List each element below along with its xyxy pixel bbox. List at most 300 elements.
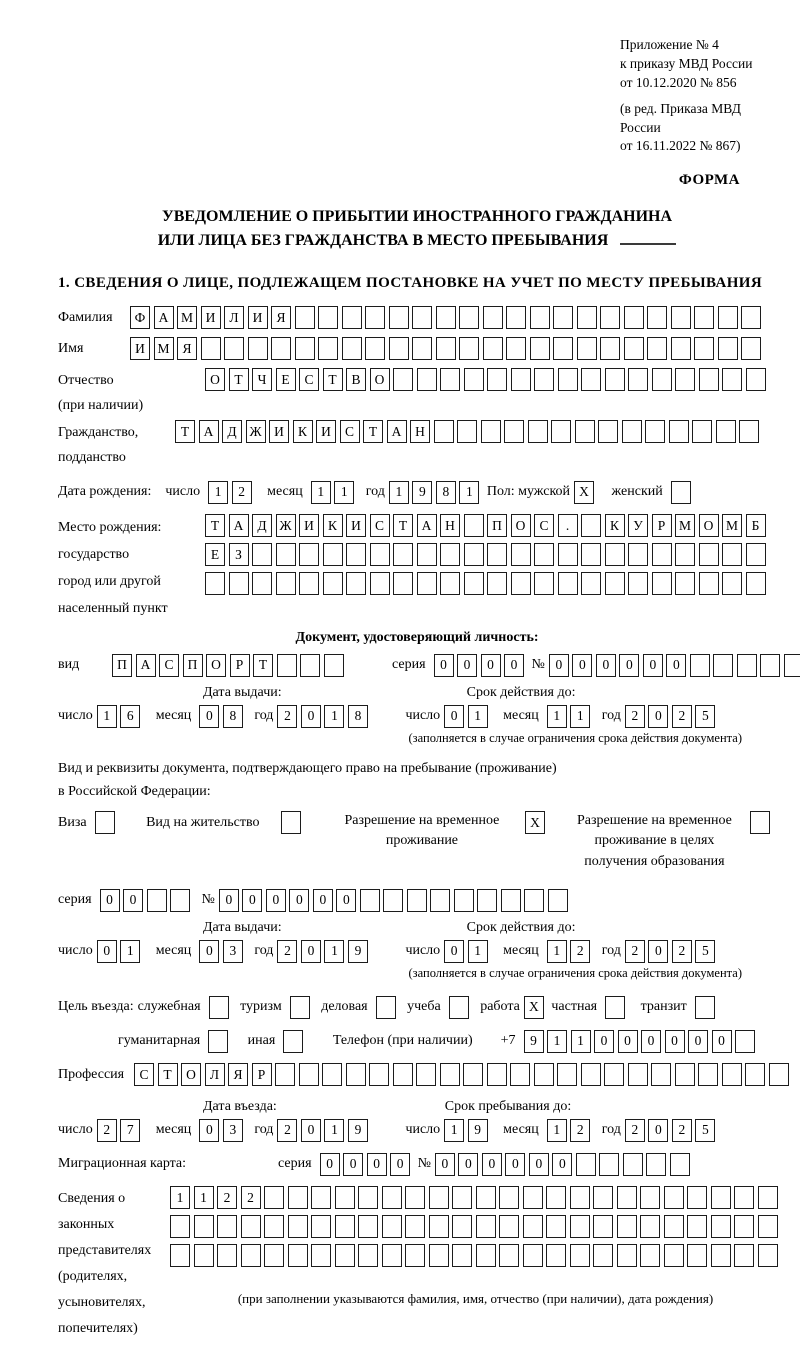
form-cell[interactable] — [746, 572, 766, 595]
form-cell[interactable] — [640, 1186, 660, 1209]
form-cell[interactable]: 2 — [672, 705, 692, 728]
form-cell[interactable] — [640, 1215, 660, 1238]
form-cell[interactable] — [487, 572, 507, 595]
form-cell[interactable]: 0 — [572, 654, 592, 677]
form-cell[interactable] — [593, 1215, 613, 1238]
form-cell[interactable]: 0 — [301, 1119, 321, 1142]
form-cell[interactable] — [358, 1215, 378, 1238]
form-cell[interactable]: 1 — [444, 1119, 464, 1142]
form-cell[interactable] — [311, 1244, 331, 1267]
form-cell[interactable] — [311, 1186, 331, 1209]
form-cell[interactable] — [558, 572, 578, 595]
form-cell[interactable] — [194, 1244, 214, 1267]
form-cell[interactable] — [758, 1186, 778, 1209]
form-cell[interactable]: 3 — [223, 1119, 243, 1142]
form-cell[interactable]: 1 — [311, 481, 331, 504]
form-cell[interactable] — [687, 1215, 707, 1238]
form-cell[interactable]: Ж — [246, 420, 266, 443]
form-cell[interactable]: К — [605, 514, 625, 537]
form-cell[interactable]: М — [154, 337, 174, 360]
form-cell[interactable] — [346, 1063, 366, 1086]
form-cell[interactable] — [548, 889, 568, 912]
form-cell[interactable]: 0 — [219, 889, 239, 912]
form-cell[interactable]: 1 — [459, 481, 479, 504]
form-cell[interactable]: 2 — [277, 1119, 297, 1142]
form-cell[interactable]: 0 — [444, 705, 464, 728]
form-cell[interactable]: Я — [228, 1063, 248, 1086]
form-cell[interactable]: 1 — [547, 1119, 567, 1142]
form-cell[interactable] — [581, 1063, 601, 1086]
form-cell[interactable] — [510, 1063, 530, 1086]
form-cell[interactable] — [417, 368, 437, 391]
form-cell[interactable]: X — [524, 996, 544, 1019]
form-cell[interactable] — [440, 1063, 460, 1086]
form-cell[interactable] — [551, 420, 571, 443]
form-cell[interactable]: X — [574, 481, 594, 504]
form-cell[interactable] — [652, 543, 672, 566]
form-cell[interactable] — [224, 337, 244, 360]
form-cell[interactable]: А — [229, 514, 249, 537]
form-cell[interactable]: 1 — [389, 481, 409, 504]
form-cell[interactable]: О — [699, 514, 719, 537]
form-cell[interactable] — [299, 572, 319, 595]
form-cell[interactable]: Т — [253, 654, 273, 677]
form-cell[interactable] — [581, 368, 601, 391]
form-cell[interactable] — [217, 1244, 237, 1267]
form-cell[interactable]: 1 — [208, 481, 228, 504]
form-cell[interactable]: 7 — [120, 1119, 140, 1142]
form-cell[interactable] — [534, 1063, 554, 1086]
form-cell[interactable] — [487, 1063, 507, 1086]
form-cell[interactable] — [440, 572, 460, 595]
form-cell[interactable] — [459, 337, 479, 360]
form-cell[interactable] — [722, 543, 742, 566]
form-cell[interactable] — [534, 368, 554, 391]
form-cell[interactable] — [711, 1244, 731, 1267]
form-cell[interactable]: О — [370, 368, 390, 391]
form-cell[interactable] — [276, 572, 296, 595]
form-cell[interactable] — [581, 514, 601, 537]
form-cell[interactable]: У — [628, 514, 648, 537]
form-cell[interactable]: 6 — [120, 705, 140, 728]
form-cell[interactable] — [208, 1030, 228, 1053]
form-cell[interactable] — [628, 368, 648, 391]
form-cell[interactable]: Н — [410, 420, 430, 443]
form-cell[interactable] — [690, 654, 710, 677]
form-cell[interactable] — [481, 420, 501, 443]
form-cell[interactable] — [511, 572, 531, 595]
form-cell[interactable]: 0 — [123, 889, 143, 912]
form-cell[interactable]: 5 — [695, 1119, 715, 1142]
form-cell[interactable] — [276, 543, 296, 566]
form-cell[interactable] — [523, 1215, 543, 1238]
form-cell[interactable]: 0 — [266, 889, 286, 912]
form-cell[interactable] — [295, 306, 315, 329]
form-cell[interactable]: 5 — [695, 705, 715, 728]
form-cell[interactable] — [436, 337, 456, 360]
form-cell[interactable] — [718, 337, 738, 360]
form-cell[interactable]: А — [417, 514, 437, 537]
form-cell[interactable] — [758, 1244, 778, 1267]
form-cell[interactable]: Я — [271, 306, 291, 329]
form-cell[interactable]: 2 — [217, 1186, 237, 1209]
form-cell[interactable] — [506, 337, 526, 360]
form-cell[interactable]: 0 — [665, 1030, 685, 1053]
form-cell[interactable] — [504, 420, 524, 443]
form-cell[interactable] — [599, 1153, 619, 1176]
form-cell[interactable] — [476, 1186, 496, 1209]
form-cell[interactable] — [581, 572, 601, 595]
form-cell[interactable] — [651, 1063, 671, 1086]
form-cell[interactable] — [318, 337, 338, 360]
form-cell[interactable] — [436, 306, 456, 329]
form-cell[interactable]: Т — [323, 368, 343, 391]
form-cell[interactable] — [570, 1244, 590, 1267]
form-cell[interactable]: Е — [205, 543, 225, 566]
form-cell[interactable] — [575, 420, 595, 443]
form-cell[interactable] — [241, 1244, 261, 1267]
form-cell[interactable]: М — [722, 514, 742, 537]
form-cell[interactable]: С — [299, 368, 319, 391]
form-cell[interactable] — [617, 1215, 637, 1238]
form-cell[interactable] — [271, 337, 291, 360]
form-cell[interactable] — [464, 543, 484, 566]
form-cell[interactable]: 0 — [619, 654, 639, 677]
form-cell[interactable] — [311, 1215, 331, 1238]
form-cell[interactable]: И — [299, 514, 319, 537]
form-cell[interactable] — [746, 368, 766, 391]
form-cell[interactable] — [546, 1244, 566, 1267]
form-cell[interactable]: З — [229, 543, 249, 566]
form-cell[interactable] — [698, 1063, 718, 1086]
form-cell[interactable]: И — [269, 420, 289, 443]
form-cell[interactable] — [281, 811, 301, 834]
form-cell[interactable] — [209, 996, 229, 1019]
form-cell[interactable] — [605, 368, 625, 391]
form-cell[interactable]: Т — [205, 514, 225, 537]
form-cell[interactable] — [745, 1063, 765, 1086]
form-cell[interactable] — [299, 1063, 319, 1086]
form-cell[interactable]: 0 — [390, 1153, 410, 1176]
form-cell[interactable] — [617, 1186, 637, 1209]
form-cell[interactable] — [323, 543, 343, 566]
form-cell[interactable] — [741, 337, 761, 360]
form-cell[interactable] — [449, 996, 469, 1019]
form-cell[interactable] — [429, 1186, 449, 1209]
form-cell[interactable]: В — [346, 368, 366, 391]
form-cell[interactable]: Р — [230, 654, 250, 677]
form-cell[interactable] — [645, 420, 665, 443]
form-cell[interactable] — [577, 337, 597, 360]
form-cell[interactable] — [288, 1186, 308, 1209]
form-cell[interactable] — [464, 368, 484, 391]
form-cell[interactable]: Р — [652, 514, 672, 537]
form-cell[interactable]: 2 — [277, 940, 297, 963]
form-cell[interactable]: . — [558, 514, 578, 537]
form-cell[interactable]: 1 — [170, 1186, 190, 1209]
form-cell[interactable] — [459, 306, 479, 329]
form-cell[interactable] — [628, 543, 648, 566]
form-cell[interactable] — [664, 1215, 684, 1238]
form-cell[interactable]: 1 — [571, 1030, 591, 1053]
form-cell[interactable] — [346, 543, 366, 566]
form-cell[interactable] — [170, 1244, 190, 1267]
form-cell[interactable]: 0 — [643, 654, 663, 677]
form-cell[interactable]: 0 — [482, 1153, 502, 1176]
form-cell[interactable] — [553, 306, 573, 329]
form-cell[interactable] — [299, 543, 319, 566]
form-cell[interactable]: 1 — [547, 940, 567, 963]
form-cell[interactable]: 0 — [343, 1153, 363, 1176]
form-cell[interactable] — [499, 1215, 519, 1238]
form-cell[interactable] — [671, 337, 691, 360]
form-cell[interactable] — [370, 543, 390, 566]
form-cell[interactable] — [741, 306, 761, 329]
form-cell[interactable] — [147, 889, 167, 912]
form-cell[interactable]: 0 — [199, 705, 219, 728]
form-cell[interactable] — [758, 1215, 778, 1238]
form-cell[interactable]: Т — [363, 420, 383, 443]
form-cell[interactable]: Н — [440, 514, 460, 537]
form-cell[interactable]: 0 — [289, 889, 309, 912]
form-cell[interactable]: П — [112, 654, 132, 677]
form-cell[interactable] — [600, 337, 620, 360]
form-cell[interactable] — [369, 1063, 389, 1086]
form-cell[interactable] — [593, 1186, 613, 1209]
form-cell[interactable] — [506, 306, 526, 329]
form-cell[interactable] — [452, 1244, 472, 1267]
form-cell[interactable] — [652, 572, 672, 595]
form-cell[interactable] — [581, 543, 601, 566]
form-cell[interactable] — [429, 1244, 449, 1267]
form-cell[interactable] — [429, 1215, 449, 1238]
form-cell[interactable] — [365, 337, 385, 360]
form-cell[interactable] — [382, 1186, 402, 1209]
form-cell[interactable] — [407, 889, 427, 912]
form-cell[interactable]: 8 — [223, 705, 243, 728]
form-cell[interactable]: Ф — [130, 306, 150, 329]
form-cell[interactable] — [457, 420, 477, 443]
form-cell[interactable]: 1 — [194, 1186, 214, 1209]
form-cell[interactable]: 9 — [348, 940, 368, 963]
form-cell[interactable]: 1 — [324, 940, 344, 963]
form-cell[interactable] — [405, 1186, 425, 1209]
form-cell[interactable] — [335, 1186, 355, 1209]
form-cell[interactable] — [324, 654, 344, 677]
form-cell[interactable] — [546, 1215, 566, 1238]
form-cell[interactable] — [530, 337, 550, 360]
form-cell[interactable]: 1 — [120, 940, 140, 963]
form-cell[interactable] — [716, 420, 736, 443]
form-cell[interactable] — [318, 306, 338, 329]
form-cell[interactable]: 1 — [334, 481, 354, 504]
form-cell[interactable] — [463, 1063, 483, 1086]
form-cell[interactable] — [784, 654, 800, 677]
form-cell[interactable]: А — [199, 420, 219, 443]
form-cell[interactable] — [652, 368, 672, 391]
form-cell[interactable]: Т — [158, 1063, 178, 1086]
form-cell[interactable] — [275, 1063, 295, 1086]
form-cell[interactable]: 0 — [712, 1030, 732, 1053]
form-cell[interactable] — [342, 337, 362, 360]
form-cell[interactable] — [383, 889, 403, 912]
form-cell[interactable] — [477, 889, 497, 912]
form-cell[interactable] — [382, 1215, 402, 1238]
form-cell[interactable] — [598, 420, 618, 443]
form-cell[interactable] — [264, 1215, 284, 1238]
form-cell[interactable] — [170, 889, 190, 912]
form-cell[interactable]: Е — [276, 368, 296, 391]
form-cell[interactable] — [734, 1244, 754, 1267]
form-cell[interactable] — [393, 1063, 413, 1086]
form-cell[interactable]: 0 — [648, 705, 668, 728]
form-cell[interactable]: 0 — [100, 889, 120, 912]
form-cell[interactable] — [558, 543, 578, 566]
form-cell[interactable] — [687, 1186, 707, 1209]
form-cell[interactable] — [695, 996, 715, 1019]
form-cell[interactable] — [558, 368, 578, 391]
form-cell[interactable]: 0 — [618, 1030, 638, 1053]
form-cell[interactable] — [217, 1215, 237, 1238]
form-cell[interactable] — [229, 572, 249, 595]
form-cell[interactable] — [699, 368, 719, 391]
form-cell[interactable] — [452, 1186, 472, 1209]
form-cell[interactable] — [358, 1186, 378, 1209]
form-cell[interactable]: 0 — [435, 1153, 455, 1176]
form-cell[interactable]: И — [130, 337, 150, 360]
form-cell[interactable]: 2 — [241, 1186, 261, 1209]
form-cell[interactable]: С — [370, 514, 390, 537]
form-cell[interactable]: Б — [746, 514, 766, 537]
form-cell[interactable]: 0 — [504, 654, 524, 677]
form-cell[interactable]: 2 — [672, 1119, 692, 1142]
form-cell[interactable]: 0 — [199, 940, 219, 963]
form-cell[interactable]: 0 — [481, 654, 501, 677]
form-cell[interactable] — [546, 1186, 566, 1209]
form-cell[interactable] — [434, 420, 454, 443]
form-cell[interactable] — [487, 368, 507, 391]
form-cell[interactable] — [746, 543, 766, 566]
form-cell[interactable] — [711, 1215, 731, 1238]
form-cell[interactable] — [664, 1186, 684, 1209]
form-cell[interactable] — [604, 1063, 624, 1086]
form-cell[interactable] — [417, 543, 437, 566]
form-cell[interactable] — [699, 572, 719, 595]
form-cell[interactable] — [647, 306, 667, 329]
form-cell[interactable]: И — [201, 306, 221, 329]
form-cell[interactable] — [95, 811, 115, 834]
form-cell[interactable]: 5 — [695, 940, 715, 963]
form-cell[interactable] — [248, 337, 268, 360]
form-cell[interactable]: П — [183, 654, 203, 677]
form-cell[interactable] — [534, 543, 554, 566]
form-cell[interactable] — [624, 337, 644, 360]
form-cell[interactable]: И — [316, 420, 336, 443]
form-cell[interactable] — [405, 1244, 425, 1267]
form-cell[interactable] — [483, 306, 503, 329]
form-cell[interactable] — [605, 543, 625, 566]
form-cell[interactable]: Л — [205, 1063, 225, 1086]
form-cell[interactable] — [241, 1215, 261, 1238]
form-cell[interactable] — [557, 1063, 577, 1086]
form-cell[interactable] — [499, 1244, 519, 1267]
form-cell[interactable]: П — [487, 514, 507, 537]
form-cell[interactable] — [722, 368, 742, 391]
form-cell[interactable]: 2 — [625, 940, 645, 963]
form-cell[interactable] — [194, 1215, 214, 1238]
form-cell[interactable] — [628, 572, 648, 595]
form-cell[interactable] — [476, 1215, 496, 1238]
form-cell[interactable] — [252, 543, 272, 566]
form-cell[interactable]: Т — [229, 368, 249, 391]
form-cell[interactable] — [440, 543, 460, 566]
form-cell[interactable]: 2 — [625, 1119, 645, 1142]
form-cell[interactable]: 0 — [688, 1030, 708, 1053]
form-cell[interactable] — [760, 654, 780, 677]
form-cell[interactable] — [646, 1153, 666, 1176]
form-cell[interactable]: 0 — [301, 940, 321, 963]
form-cell[interactable] — [376, 996, 396, 1019]
form-cell[interactable] — [600, 306, 620, 329]
form-cell[interactable]: 0 — [458, 1153, 478, 1176]
form-cell[interactable] — [430, 889, 450, 912]
form-cell[interactable] — [670, 1153, 690, 1176]
form-cell[interactable] — [205, 572, 225, 595]
form-cell[interactable] — [718, 306, 738, 329]
form-cell[interactable] — [722, 1063, 742, 1086]
form-cell[interactable] — [722, 572, 742, 595]
form-cell[interactable] — [675, 572, 695, 595]
form-cell[interactable] — [769, 1063, 789, 1086]
form-cell[interactable]: 1 — [547, 705, 567, 728]
form-cell[interactable]: 0 — [596, 654, 616, 677]
form-cell[interactable] — [323, 572, 343, 595]
form-cell[interactable]: X — [525, 811, 545, 834]
form-cell[interactable]: 2 — [570, 1119, 590, 1142]
form-cell[interactable] — [416, 1063, 436, 1086]
form-cell[interactable] — [669, 420, 689, 443]
form-cell[interactable] — [412, 337, 432, 360]
form-cell[interactable]: Я — [177, 337, 197, 360]
form-cell[interactable] — [687, 1244, 707, 1267]
form-cell[interactable]: 1 — [468, 940, 488, 963]
form-cell[interactable] — [288, 1215, 308, 1238]
form-cell[interactable] — [322, 1063, 342, 1086]
form-cell[interactable]: 9 — [348, 1119, 368, 1142]
form-cell[interactable]: 0 — [505, 1153, 525, 1176]
form-cell[interactable]: Т — [393, 514, 413, 537]
form-cell[interactable] — [264, 1244, 284, 1267]
form-cell[interactable] — [534, 572, 554, 595]
form-cell[interactable] — [290, 996, 310, 1019]
form-cell[interactable]: 0 — [97, 940, 117, 963]
form-cell[interactable]: 0 — [529, 1153, 549, 1176]
form-cell[interactable]: 9 — [524, 1030, 544, 1053]
form-cell[interactable] — [417, 572, 437, 595]
form-cell[interactable]: О — [181, 1063, 201, 1086]
form-cell[interactable] — [647, 337, 667, 360]
form-cell[interactable]: 8 — [348, 705, 368, 728]
form-cell[interactable] — [523, 1186, 543, 1209]
form-cell[interactable] — [699, 543, 719, 566]
form-cell[interactable] — [523, 1244, 543, 1267]
form-cell[interactable] — [440, 368, 460, 391]
form-cell[interactable] — [252, 572, 272, 595]
form-cell[interactable]: 0 — [641, 1030, 661, 1053]
form-cell[interactable] — [452, 1215, 472, 1238]
form-cell[interactable] — [499, 1186, 519, 1209]
form-cell[interactable] — [528, 420, 548, 443]
